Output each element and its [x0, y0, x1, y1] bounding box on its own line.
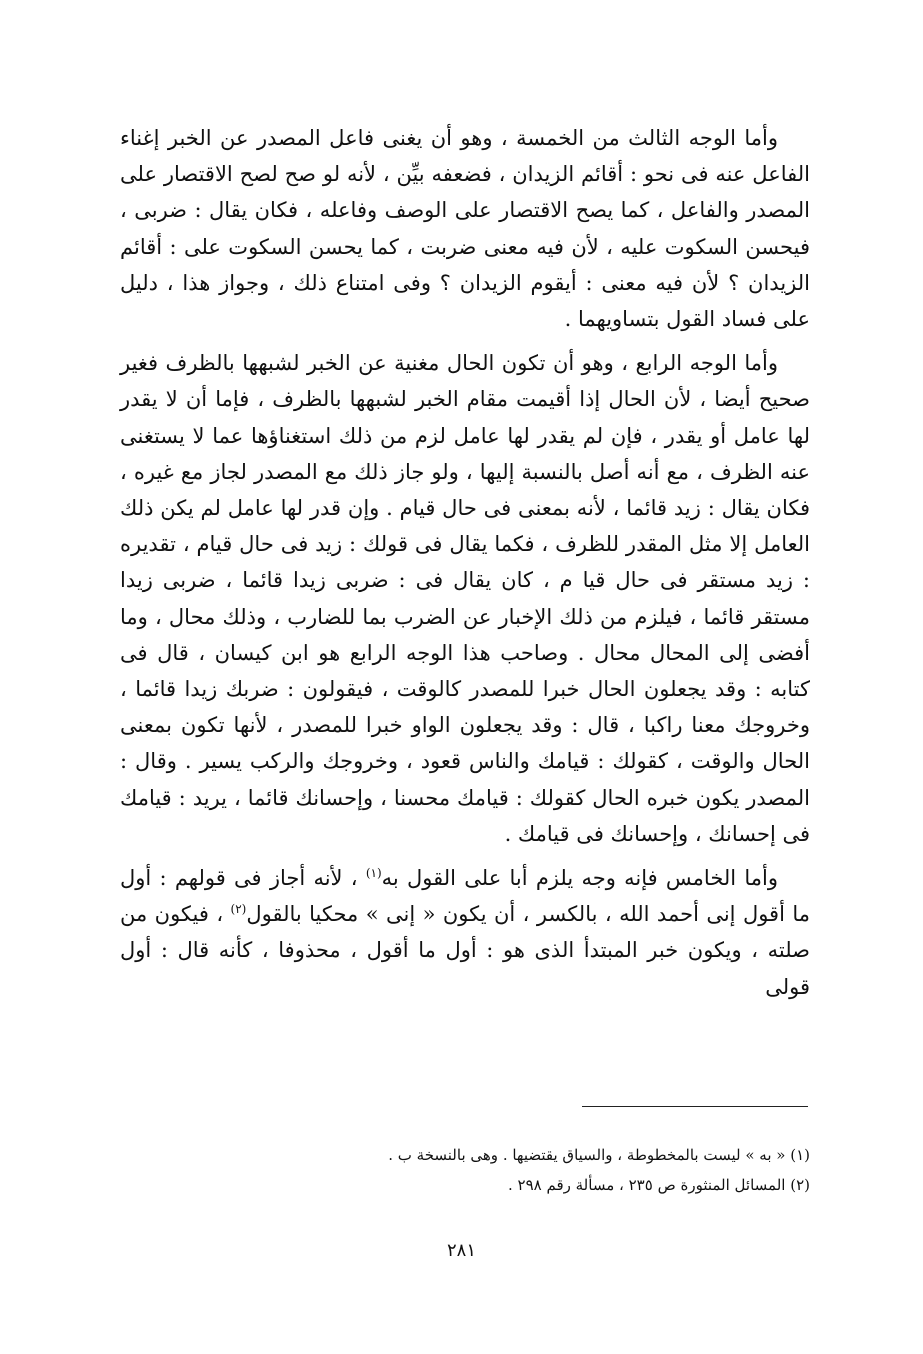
paragraph-fourth-aspect: وأما الوجه الرابع ، وهو أن تكون الحال مغنية عن الخبر لشبهها بالظرف فغير صحيح أيضا ، لأن الحال إذا أقيمت مقام الخبر لشبهها بالظرف ، فإما أن لا يقدر لها عامل أو يقدر ، فإن لم يقدر لها عامل لزم من ذلك استغناؤها عما لا يستغنى عنه الظرف ، مع أنه أصل بالنسبة إليها ، ولو جاز ذلك مع المصدر لجاز مع غيره ، فكان يقال : زيد قائما ، لأنه بمعنى فى حال قيام . وإن قدر لها عامل لم يكن ذلك العامل إلا مثل المقدر للظرف ، فكما يقال فى قولك : زيد فى حال قيام ، تقديره : زيد مستقر فى حال قيا م ، كان يقال فى : ضربى زيدا قائما ، ضربى زيدا مستقر قائما ، فيلزم من ذلك الإخبار عن الضرب بما للضارب ، وذلك محال ، وما أفضى إلى المحال محال . وصاحب هذا الوجه الرابع هو ابن كيسان ، قال فى كتابه : وقد يجعلون الحال خبرا للمصدر كالوقت ، فيقولون : ضربك زيدا قائما ، وخروجك معنا راكبا ، قال : وقد يجعلون الواو خبرا للمصدر ، لأنها تكون بمعنى الحال والوقت ، كقولك : قيامك والناس قعود ، وخروجك والركب يسير . وقال : المصدر يكون خبره الحال كقولك : قيامك محسنا ، وإحسانك قائما ، يريد : قيامك فى إحسانك ، وإحسانك فى قيامك .	[120, 351, 810, 846]
footnote-1: (١) « به » ليست بالمخطوطة ، والسياق يقتضيها . وهى بالنسخة ب .	[388, 1146, 810, 1164]
footnote-divider	[582, 1106, 808, 1107]
paragraph-third-aspect: وأما الوجه الثالث من الخمسة ، وهو أن يغنى فاعل المصدر عن الخبر إغناء الفاعل عنه فى نحو : أقائم الزيدان ، فضعفه بيِّن ، لأنه لو صح لصح الاقتصار على المصدر والفاعل ، كما يصح الاقتصار على الوصف وفاعله ، فكان يقال : ضربى ، فيحسن السكوت عليه ، لأن فيه معنى ضربت ، كما يحسن السكوت على : أقائم الزيدان ؟ لأن فيه معنى : أيقوم الزيدان ؟ وفى امتناع ذلك ، وجواز هذا ، دليل على فساد القول بتساويهما .	[120, 126, 810, 332]
body-text	[120, 120, 810, 1013]
footnote-2: (٢) المسائل المنثورة ص ٢٣٥ ، مسألة رقم ٢٩٨ .	[507, 1176, 810, 1194]
footnotes	[300, 1140, 810, 1200]
page-number: ٢٨١	[446, 1240, 476, 1261]
footnote-ref-1: (١)	[365, 866, 382, 881]
paragraph-text-end: ، فيكون من صلته ، ويكون خبر المبتدأ الذى هو : أول ما أقول ، محذوفا ، كأنه قال : أول قولى	[120, 902, 810, 999]
footnote-ref-2: (٢)	[230, 902, 247, 917]
paragraph-text-middle: ، لأنه أجاز فى قولهم : أول ما أقول إنى أحمد الله ، بالكسر ، أن يكون « إنى » محكيا بالقول	[120, 866, 810, 927]
paragraph-fifth-aspect	[120, 860, 810, 1005]
paragraph-text-start: وأما الخامس فإنه وجه يلزم أبا على القول به	[381, 866, 779, 891]
